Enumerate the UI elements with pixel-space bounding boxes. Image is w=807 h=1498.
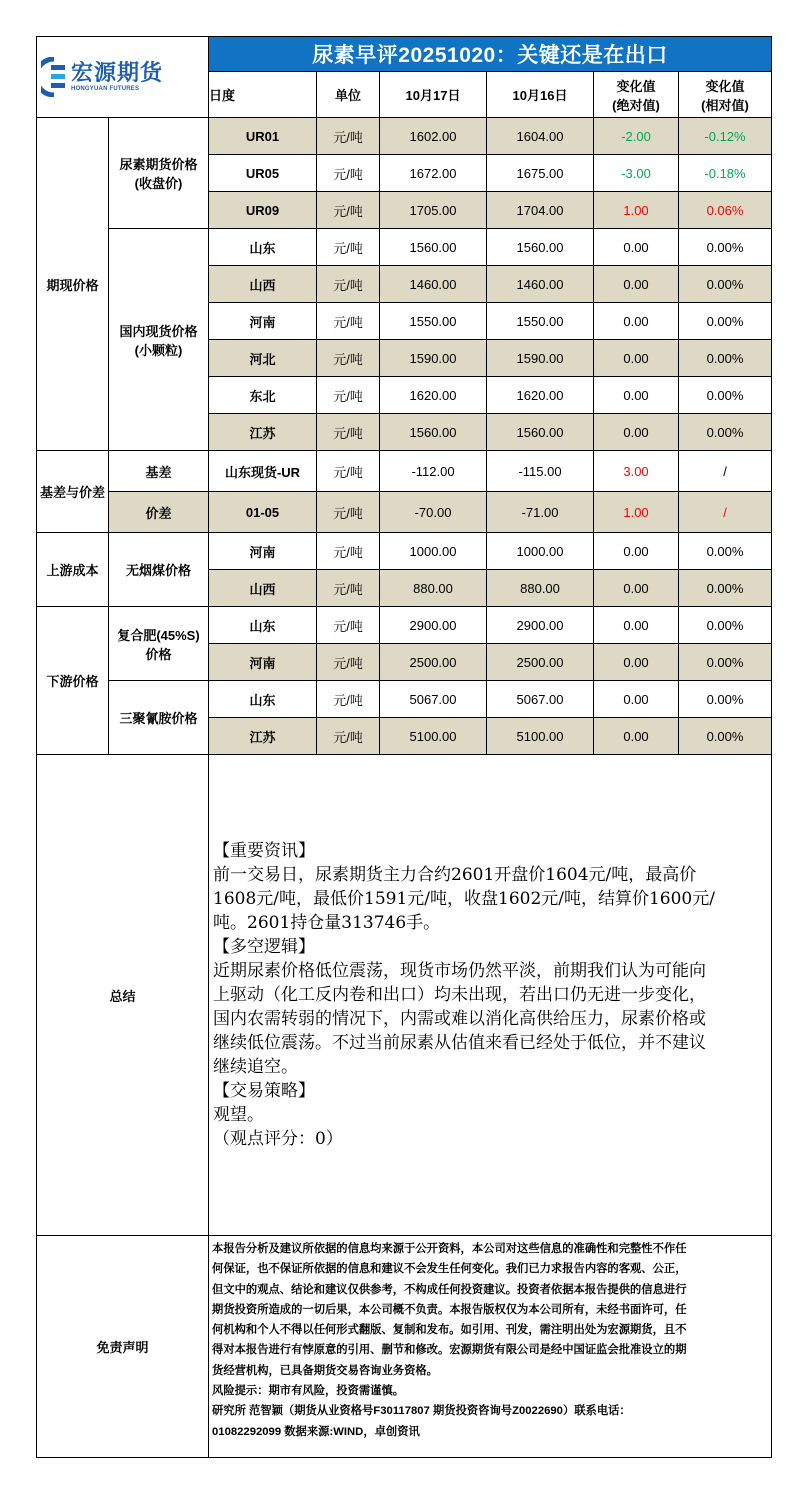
row-unit: 元/吨	[317, 681, 380, 718]
row-abs-change: -2.00	[594, 118, 679, 155]
row-item: 河南	[209, 644, 317, 681]
row-item: 东北	[209, 377, 317, 414]
group-label-anthracite: 无烟煤价格	[109, 533, 209, 607]
row-abs-change: 0.00	[594, 644, 679, 681]
row-value-oct16: 880.00	[487, 570, 594, 607]
row-value-oct16: -115.00	[487, 451, 594, 492]
row-value-oct16: 1550.00	[487, 303, 594, 340]
table-row	[37, 607, 772, 644]
summary-label: 总结	[37, 755, 209, 1236]
group-label-melamine: 三聚氰胺价格	[109, 681, 209, 755]
summary-line: 近期尿素价格低位震荡，现货市场仍然平淡，前期我们认为可能向	[213, 961, 707, 981]
table-row	[37, 229, 772, 266]
disclaimer-text	[209, 1236, 772, 1458]
disclaimer-label: 免责声明	[37, 1236, 209, 1458]
row-rel-change: 0.00%	[679, 570, 772, 607]
disclaimer-line: 但文中的观点、结论和建议仅供参考，不构成任何投资建议。投资者依据本报告提供的信息进行	[212, 1283, 687, 1296]
row-value-oct16: 5067.00	[487, 681, 594, 718]
row-value-oct17: 1590.00	[380, 340, 487, 377]
row-value-oct17: 1550.00	[380, 303, 487, 340]
table-row	[37, 118, 772, 155]
disclaimer-line: 得对本报告进行有悖原意的引用、删节和修改。宏源期货有限公司是经中国证监会批准设立的期	[212, 1344, 687, 1357]
row-rel-change: 0.00%	[679, 303, 772, 340]
row-abs-change: 1.00	[594, 492, 679, 533]
row-rel-change: 0.06%	[679, 192, 772, 229]
row-rel-change: -0.12%	[679, 118, 772, 155]
hongyuan-logo-icon	[41, 57, 67, 97]
summary-text	[209, 755, 772, 1236]
row-item: 山西	[209, 266, 317, 303]
row-rel-change: 0.00%	[679, 266, 772, 303]
summary-line: 观望。	[213, 1105, 265, 1125]
group-label-basis: 基差	[109, 451, 209, 492]
summary-line: 【重要资讯】	[213, 841, 316, 861]
row-value-oct16: 1620.00	[487, 377, 594, 414]
row-abs-change: 0.00	[594, 266, 679, 303]
summary-line: （观点评分：0）	[213, 1129, 343, 1149]
row-unit: 元/吨	[317, 570, 380, 607]
group-label-futures: 尿素期货价格 (收盘价)	[109, 118, 209, 229]
row-value-oct17: 1705.00	[380, 192, 487, 229]
disclaimer-line: 何保证，也不保证所依据的信息和建议不会发生任何变化。我们已力求报告内容的客观、公正，	[212, 1263, 687, 1276]
row-unit: 元/吨	[317, 533, 380, 570]
row-value-oct16: 1460.00	[487, 266, 594, 303]
row-rel-change: 0.00%	[679, 718, 772, 755]
row-unit: 元/吨	[317, 155, 380, 192]
row-item: 山西	[209, 570, 317, 607]
disclaimer-line: 本报告分析及建议所依据的信息均来源于公开资料，本公司对这些信息的准确性和完整性不作任	[212, 1243, 687, 1255]
row-value-oct16: 2900.00	[487, 607, 594, 644]
row-rel-change: 0.00%	[679, 681, 772, 718]
table-row	[37, 533, 772, 570]
row-value-oct16: 1675.00	[487, 155, 594, 192]
row-abs-change: 0.00	[594, 303, 679, 340]
row-value-oct17: 1560.00	[380, 229, 487, 266]
summary-line: 国内农需转弱的情况下，内需或难以消化高供给压力，尿素价格或	[213, 1009, 707, 1029]
report-title: 尿素早评20251020：关键还是在出口	[209, 37, 772, 72]
section-label-spot-futures: 期现价格	[37, 118, 109, 451]
section-label-upstream: 上游成本	[37, 533, 109, 607]
row-unit: 元/吨	[317, 718, 380, 755]
summary-line: 【交易策略】	[213, 1081, 316, 1101]
summary-line: 继续低位震荡。不过当前尿素从估值来看已经处于低位，并不建议	[213, 1033, 707, 1053]
row-value-oct16: 1590.00	[487, 340, 594, 377]
row-value-oct17: 2900.00	[380, 607, 487, 644]
row-item: 河南	[209, 533, 317, 570]
row-rel-change: 0.00%	[679, 607, 772, 644]
row-item: 山东	[209, 681, 317, 718]
price-table	[36, 36, 772, 1458]
group-label-basis: 价差	[109, 492, 209, 533]
row-value-oct16: 1560.00	[487, 229, 594, 266]
row-unit: 元/吨	[317, 303, 380, 340]
row-abs-change: 3.00	[594, 451, 679, 492]
row-unit: 元/吨	[317, 266, 380, 303]
logo-cell	[37, 37, 209, 118]
row-rel-change: /	[679, 451, 772, 492]
row-abs-change: 0.00	[594, 340, 679, 377]
col-header-unit: 单位	[317, 72, 380, 118]
row-rel-change: 0.00%	[679, 533, 772, 570]
row-value-oct17: 1602.00	[380, 118, 487, 155]
row-unit: 元/吨	[317, 118, 380, 155]
col-header-rel-change: 变化值 (相对值)	[679, 72, 772, 118]
row-value-oct17: 5100.00	[380, 718, 487, 755]
row-abs-change: 0.00	[594, 533, 679, 570]
row-item: 山东	[209, 607, 317, 644]
row-unit: 元/吨	[317, 607, 380, 644]
disclaimer-row	[37, 1236, 772, 1458]
row-item: 河南	[209, 303, 317, 340]
row-rel-change: 0.00%	[679, 340, 772, 377]
row-item: 江苏	[209, 718, 317, 755]
row-unit: 元/吨	[317, 644, 380, 681]
row-abs-change: 1.00	[594, 192, 679, 229]
row-value-oct16: 1560.00	[487, 414, 594, 451]
row-rel-change: 0.00%	[679, 377, 772, 414]
row-value-oct17: 880.00	[380, 570, 487, 607]
row-item: 山东现货-UR	[209, 451, 317, 492]
section-label-downstream: 下游价格	[37, 607, 109, 755]
row-value-oct17: 2500.00	[380, 644, 487, 681]
disclaimer-line: 研究所 范智颖（期货从业资格号F30117807 期货投资咨询号Z0022690）联系电话：	[212, 1405, 631, 1418]
row-item: 江苏	[209, 414, 317, 451]
section-label-basis: 基差与价差	[37, 451, 109, 533]
row-abs-change: 0.00	[594, 229, 679, 266]
row-unit: 元/吨	[317, 229, 380, 266]
row-item: UR01	[209, 118, 317, 155]
row-value-oct16: 1000.00	[487, 533, 594, 570]
disclaimer-line: 风险提示：期市有风险，投资需谨慎。	[212, 1385, 405, 1398]
row-abs-change: 0.00	[594, 377, 679, 414]
row-item: 01-05	[209, 492, 317, 533]
col-header-date1: 10月17日	[380, 72, 487, 118]
row-unit: 元/吨	[317, 414, 380, 451]
row-rel-change: /	[679, 492, 772, 533]
row-value-oct16: 2500.00	[487, 644, 594, 681]
table-row	[37, 492, 772, 533]
row-rel-change: 0.00%	[679, 229, 772, 266]
row-item: 河北	[209, 340, 317, 377]
row-value-oct17: 1620.00	[380, 377, 487, 414]
group-label-spot: 国内现货价格 (小颗粒)	[109, 229, 209, 451]
table-row	[37, 681, 772, 718]
row-value-oct17: 1000.00	[380, 533, 487, 570]
row-unit: 元/吨	[317, 377, 380, 414]
col-header-period: 日度	[209, 72, 317, 118]
logo-name-cn: 宏源期货	[71, 60, 164, 85]
summary-line: 吨。2601持仓量313746手。	[213, 913, 441, 933]
summary-line: 1608元/吨，最低价1591元/吨，收盘1602元/吨，结算价1600元/	[213, 889, 715, 909]
disclaimer-line: 01082292099 数据来源:WIND，卓创资讯	[212, 1425, 420, 1438]
row-value-oct17: -112.00	[380, 451, 487, 492]
summary-line: 【多空逻辑】	[213, 937, 316, 957]
row-abs-change: 0.00	[594, 681, 679, 718]
summary-line: 继续追空。	[213, 1057, 299, 1077]
row-value-oct17: 1560.00	[380, 414, 487, 451]
row-abs-change: 0.00	[594, 414, 679, 451]
row-abs-change: 0.00	[594, 607, 679, 644]
row-value-oct16: -71.00	[487, 492, 594, 533]
row-abs-change: 0.00	[594, 718, 679, 755]
col-header-date2: 10月16日	[487, 72, 594, 118]
row-unit: 元/吨	[317, 451, 380, 492]
table-row	[37, 451, 772, 492]
row-item: 山东	[209, 229, 317, 266]
row-item: UR05	[209, 155, 317, 192]
summary-row	[37, 755, 772, 1236]
row-value-oct17: 1460.00	[380, 266, 487, 303]
summary-line: 上驱动（化工反内卷和出口）均未出现，若出口仍无进一步变化，	[213, 985, 707, 1005]
row-value-oct16: 5100.00	[487, 718, 594, 755]
row-value-oct17: 1672.00	[380, 155, 487, 192]
row-rel-change: 0.00%	[679, 644, 772, 681]
row-abs-change: -3.00	[594, 155, 679, 192]
row-value-oct17: 5067.00	[380, 681, 487, 718]
disclaimer-line: 何机构和个人不得以任何形式翻版、复制和发布。如引用、刊发，需注明出处为宏源期货，且不	[212, 1324, 687, 1337]
row-value-oct16: 1604.00	[487, 118, 594, 155]
row-rel-change: 0.00%	[679, 414, 772, 451]
row-value-oct17: -70.00	[380, 492, 487, 533]
row-item: UR09	[209, 192, 317, 229]
summary-line: 前一交易日，尿素期货主力合约2601开盘价1604元/吨，最高价	[213, 865, 697, 885]
row-rel-change: -0.18%	[679, 155, 772, 192]
report-sheet	[36, 36, 771, 1458]
row-unit: 元/吨	[317, 492, 380, 533]
row-unit: 元/吨	[317, 192, 380, 229]
logo-name-en: HONGYUAN FUTURES	[71, 86, 140, 92]
row-unit: 元/吨	[317, 340, 380, 377]
row-abs-change: 0.00	[594, 570, 679, 607]
group-label-fertilizer: 复合肥(45%S) 价格	[109, 607, 209, 681]
disclaimer-line: 货经营机构，已具备期货交易咨询业务资格。	[212, 1364, 438, 1377]
row-value-oct16: 1704.00	[487, 192, 594, 229]
col-header-abs-change: 变化值 (绝对值)	[594, 72, 679, 118]
disclaimer-line: 期货投资所造成的一切后果，本公司概不负责。本报告版权仅为本公司所有，未经书面许可，任	[212, 1303, 687, 1316]
